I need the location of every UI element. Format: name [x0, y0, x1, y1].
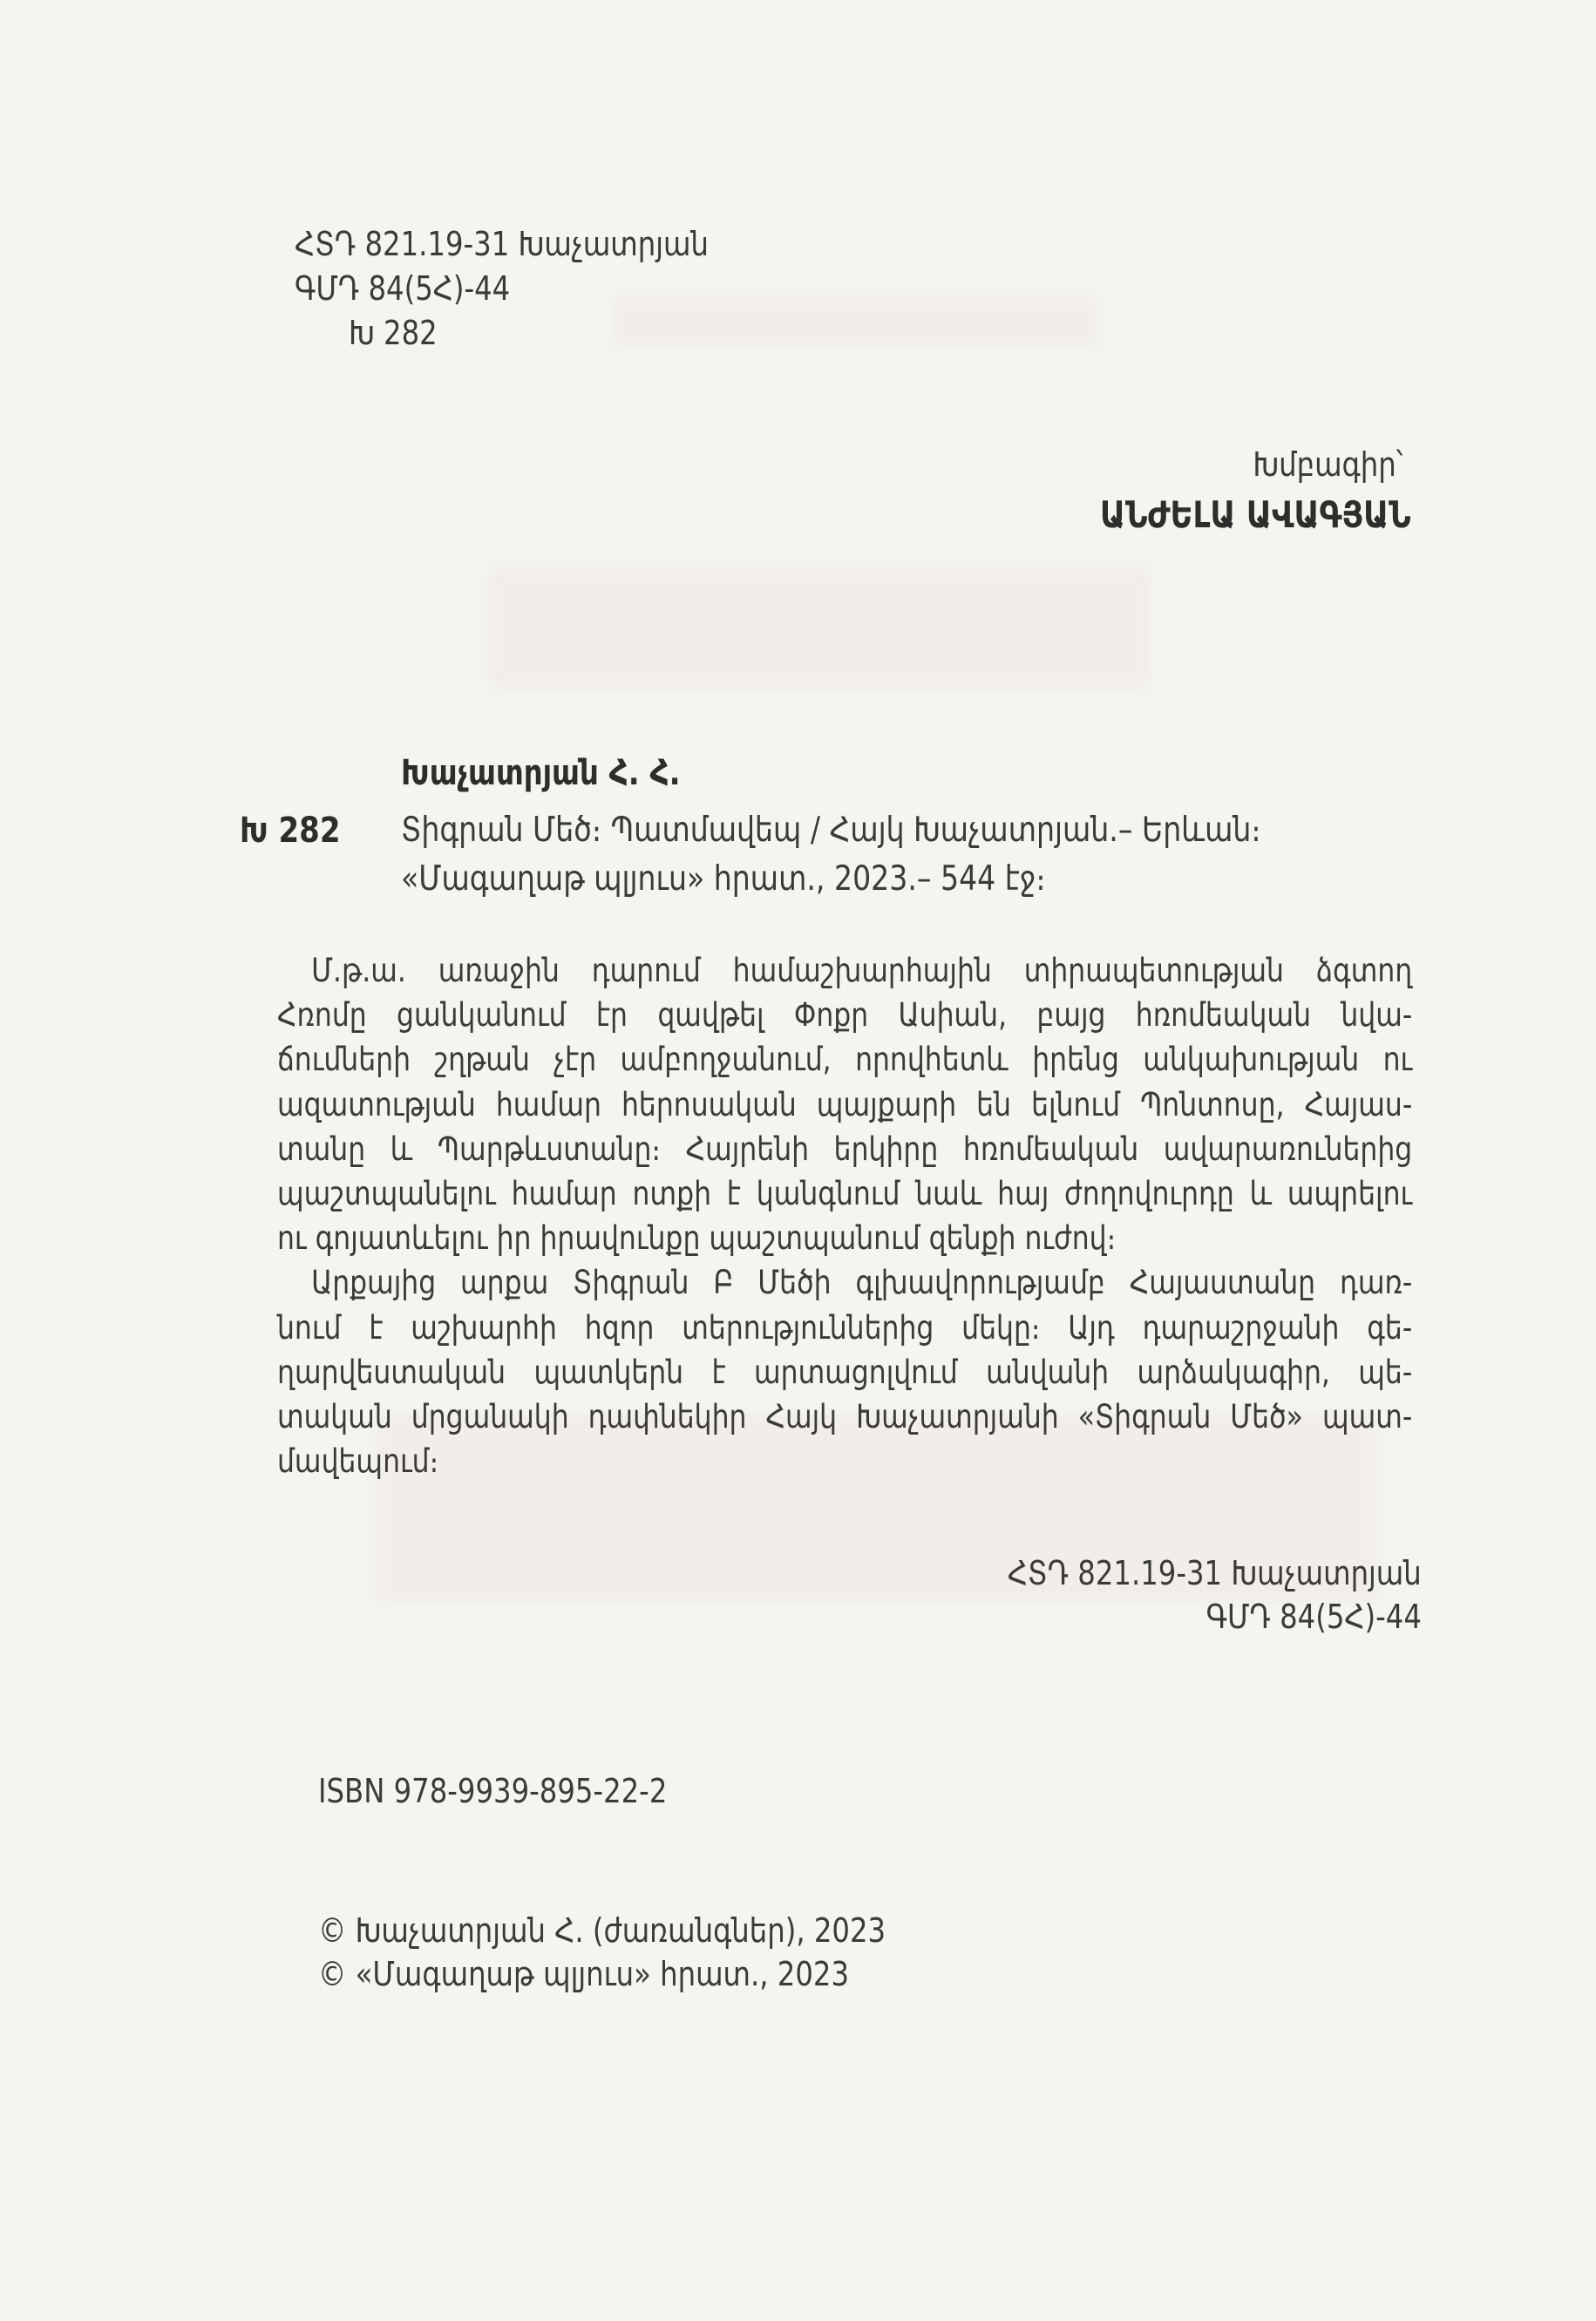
editor-label: Խմբագիր՝ — [1252, 445, 1402, 484]
annotation-line: Մ.թ.ա. առաջին դարում համաշխարհային տիրապետության ձգտող — [311, 952, 1413, 989]
annotation-line: Հռոմը ցանկանում էր զավթել Փոքր Ասիան, բայց հռոմեական նվա- — [277, 996, 1413, 1035]
udc-code-top: ՀՏԴ 821.19-31 Խաչատրյան — [295, 225, 709, 263]
annotation-line: պաշտպանելու համար ոտքի է կանգնում նաև հայ ժողովուրդը և ապրելու — [277, 1174, 1413, 1212]
catalog-title-line: Տիգրան Մեծ։ Պատմավեպ / Հայկ Խաչատրյան.– Երևան։ — [401, 811, 1261, 850]
show-through-shadow — [488, 567, 1151, 689]
catalog-publisher-line: «Մագաղաթ պլյուս» հրատ., 2023.– 544 էջ։ — [401, 859, 1046, 899]
copyright-author: © Խաչատրյան Հ. (ժառանգներ), 2023 — [318, 1911, 886, 1950]
annotation-line: նում է աշխարհի հզոր տերություններից մեկը։ Այդ դարաշրջանի գե- — [277, 1308, 1413, 1347]
isbn: ISBN 978-9939-895-22-2 — [318, 1772, 668, 1810]
editor-name: ԱՆԺԵԼԱ ԱՎԱԳՅԱՆ — [1100, 493, 1411, 536]
bbk-code-bottom: ԳՄԴ 84(5Հ)-44 — [1205, 1598, 1422, 1636]
copyright-publisher: © «Մագաղաթ պլյուս» հրատ., 2023 — [318, 1955, 850, 1993]
annotation-line: տանը և Պարթևստանը։ Հայրենի երկիրը հռոմեական ավարառուներից — [277, 1130, 1413, 1168]
catalog-mark: Խ 282 — [240, 811, 341, 851]
bbk-code-top: ԳՄԴ 84(5Հ)-44 — [295, 269, 511, 308]
annotation-line: տական մրցանակի դափնեկիր Հայկ Խաչատրյանի «Տիգրան Մեծ» պատ- — [277, 1397, 1413, 1435]
annotation-line: ղարվեստական պատկերն է արտացոլվում անվանի արձակագիր, պե- — [277, 1353, 1413, 1391]
annotation-line: Արքայից արքա Տիգրան Բ Մեծի գլխավորությամբ Հայաստանը դառ- — [311, 1264, 1413, 1302]
annotation-line: ու գոյատևելու իր իրավունքը պաշտպանում զենքի ուժով։ — [277, 1219, 1117, 1258]
author-mark-top: Խ 282 — [349, 314, 438, 352]
annotation-line: ճումների շղթան չէր ամբողջանում, որովհետև իրենց անկախության ու — [277, 1041, 1413, 1079]
catalog-author: Խաչատրյան Հ. Հ. — [401, 753, 681, 793]
annotation-line: ազատության համար հերոսական պայքարի են ելնում Պոնտոսը, Հայաս- — [277, 1085, 1413, 1123]
annotation — [277, 948, 1412, 1483]
show-through-shadow — [610, 296, 1098, 349]
annotation-line: մավեպում։ — [277, 1442, 439, 1481]
udc-code-bottom: ՀՏԴ 821.19-31 Խաչատրյան — [1008, 1554, 1422, 1592]
